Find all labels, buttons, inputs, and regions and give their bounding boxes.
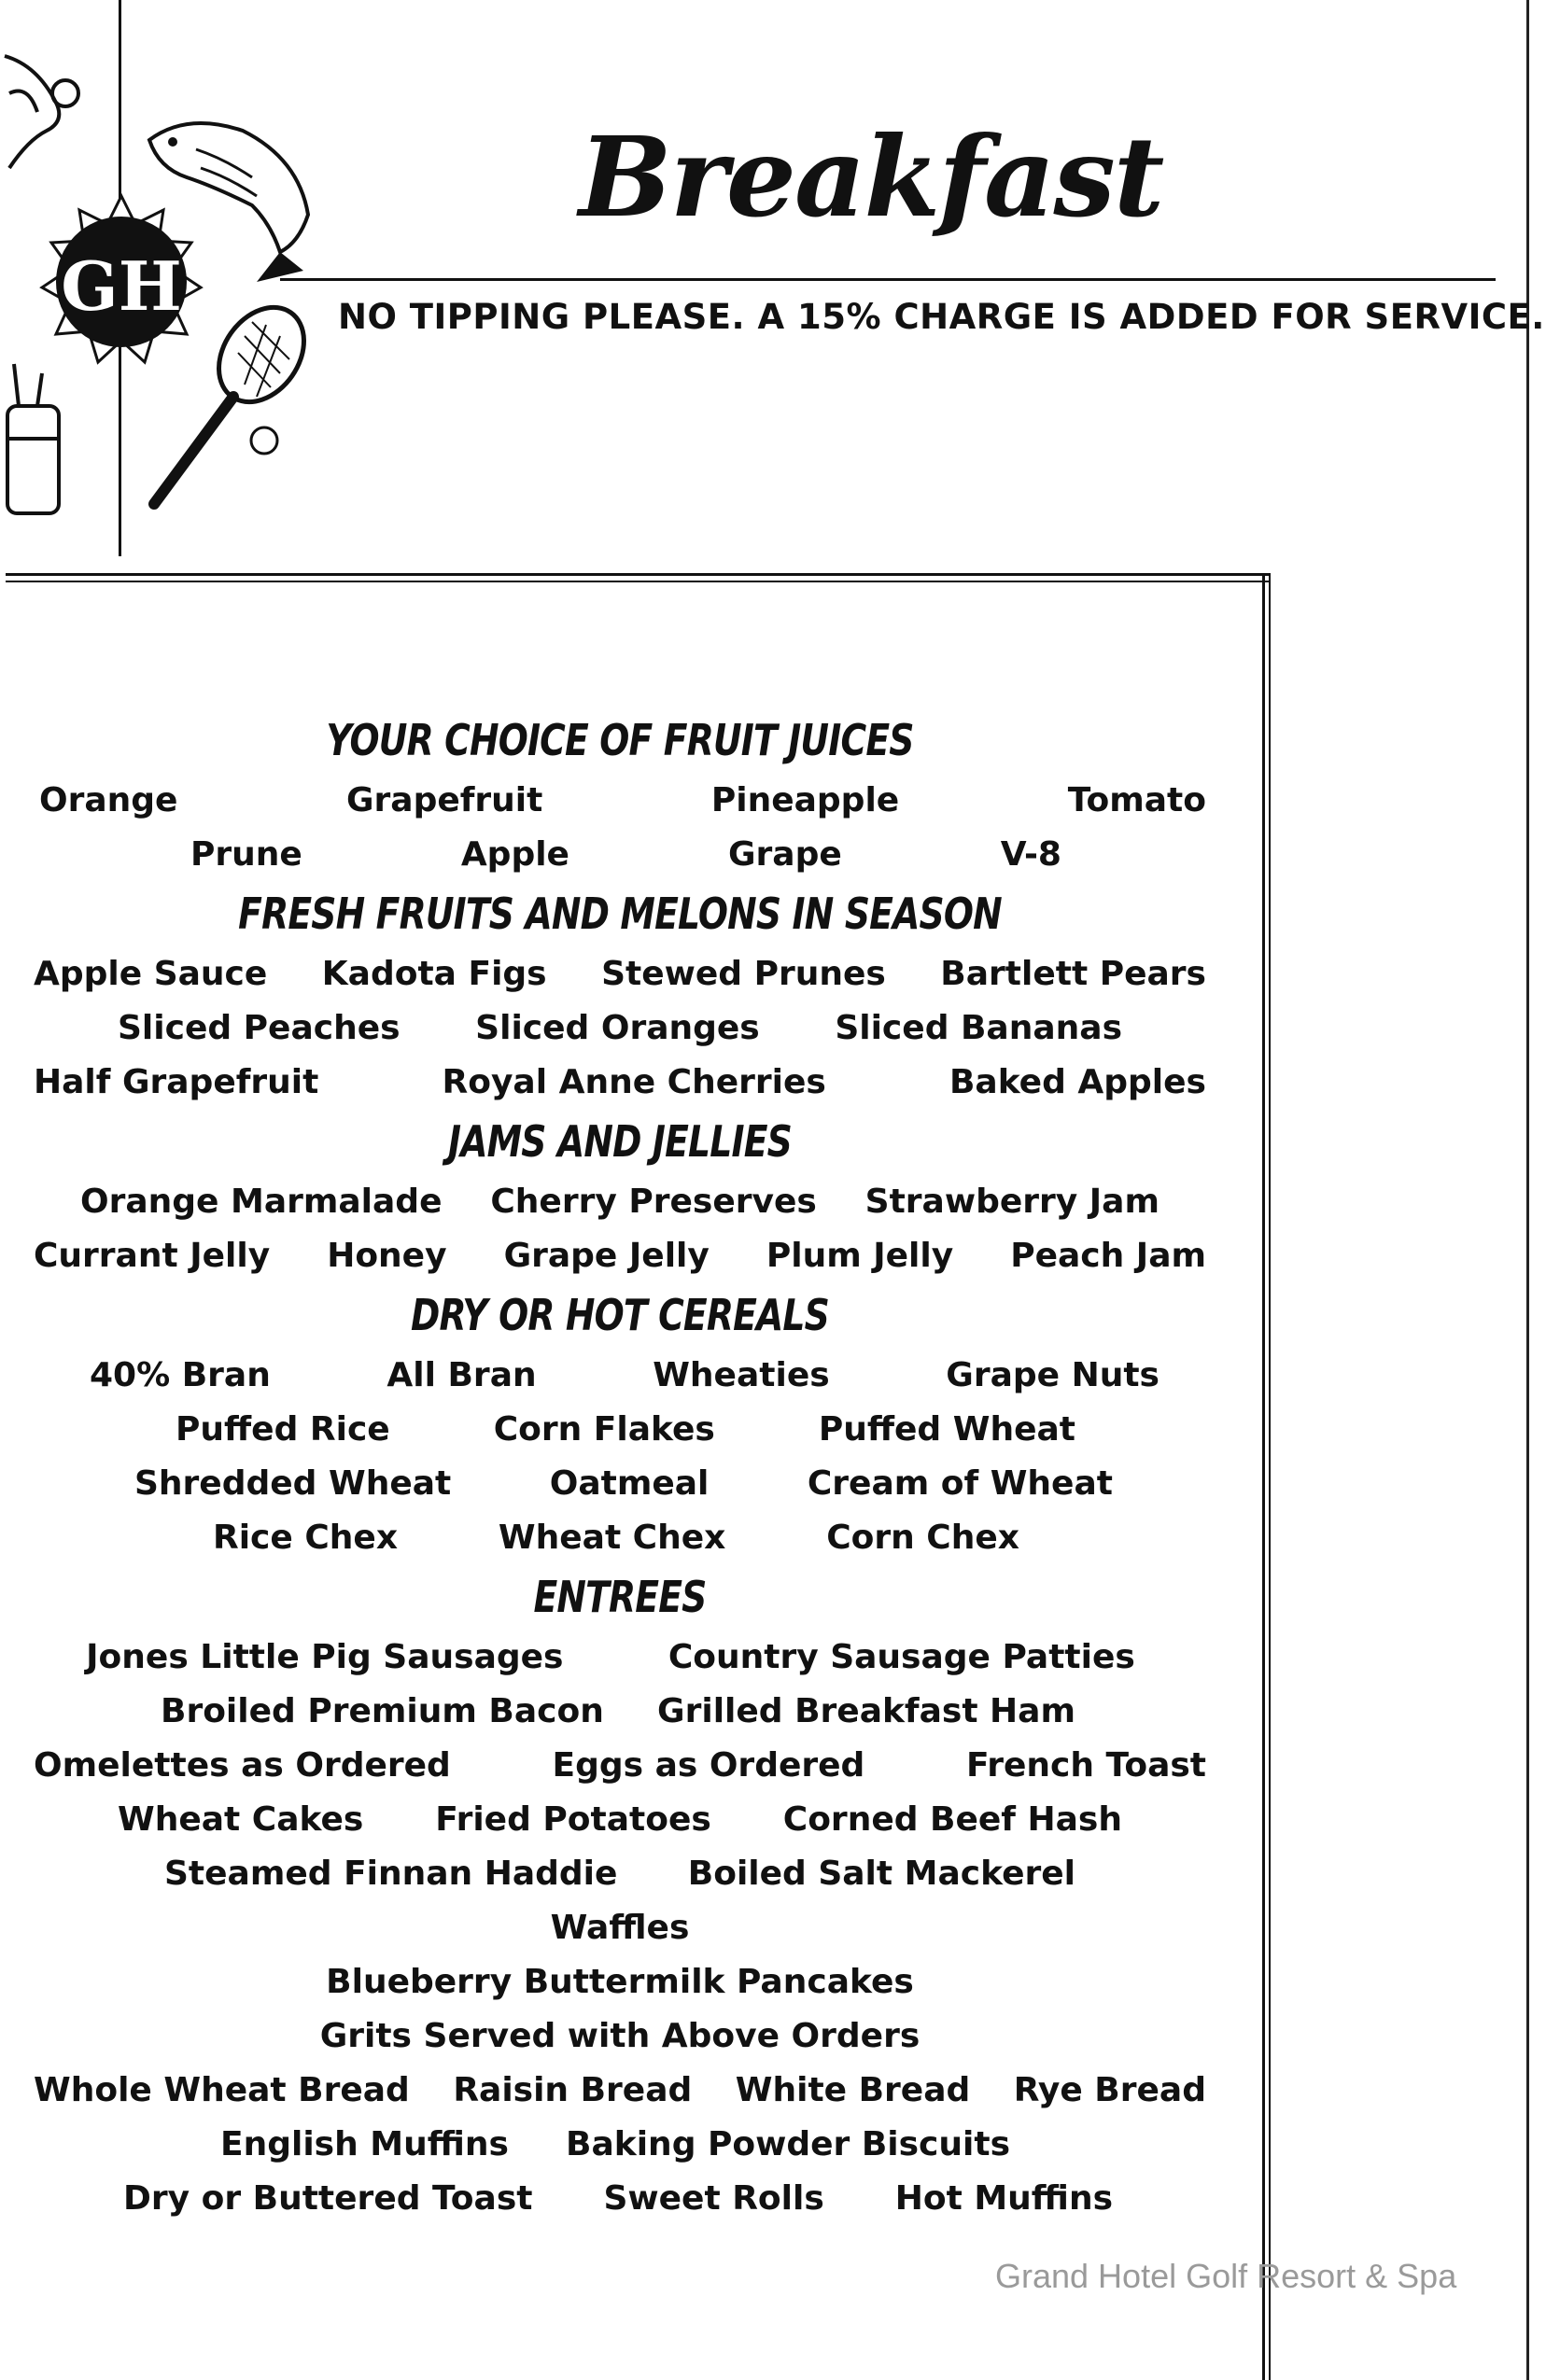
menu-item: Stewed Prunes — [601, 954, 886, 993]
menu-row — [34, 2009, 1206, 2063]
menu-item: Omelettes as Ordered — [34, 1745, 451, 1785]
menu-row — [34, 1510, 1206, 1564]
menu-item: Whole Wheat Bread — [34, 2070, 410, 2109]
menu-item: Waffles — [550, 1908, 690, 1947]
menu-item: Sliced Bananas — [835, 1008, 1122, 1047]
menu-item: Rice Chex — [213, 1518, 399, 1557]
menu-item: Blueberry Buttermilk Pancakes — [326, 1962, 914, 2001]
menu-row — [34, 1456, 1206, 1510]
menu-item: Peach Jam — [1010, 1236, 1206, 1275]
menu-item: Eggs as Ordered — [552, 1745, 865, 1785]
menu-item: Corned Beef Hash — [782, 1799, 1122, 1839]
menu-item: Broiled Premium Bacon — [161, 1691, 604, 1730]
menu-item: Strawberry Jam — [864, 1182, 1160, 1221]
menu-item: Dry or Buttered Toast — [123, 2178, 533, 2218]
menu-item: Sliced Peaches — [118, 1008, 401, 1047]
menu-item: Shredded Wheat — [134, 1463, 452, 1503]
menu-item: Baking Powder Biscuits — [566, 2124, 1010, 2163]
menu-item: Apple — [460, 834, 569, 874]
menu-item: Sliced Oranges — [475, 1008, 760, 1047]
menu-item: Fried Potatoes — [435, 1799, 711, 1839]
menu-item: Wheat Chex — [498, 1518, 726, 1557]
menu-item: Tomato — [1067, 780, 1206, 819]
menu-row — [34, 1792, 1206, 1846]
menu-row — [34, 1055, 1206, 1109]
menu-item: Cream of Wheat — [807, 1463, 1113, 1503]
menu-item: Rye Bread — [1013, 2070, 1206, 2109]
menu-item: Pineapple — [710, 780, 900, 819]
menu-item: Prune — [190, 834, 302, 874]
golfer-figure-icon — [5, 56, 59, 168]
header-horizontal-rule — [280, 278, 1496, 281]
menu-item: English Muffins — [220, 2124, 509, 2163]
menu-item: Grape Nuts — [946, 1355, 1160, 1394]
section-title-fruit-juices: YOUR CHOICE OF FRUIT JUICES — [326, 715, 914, 765]
menu-row — [34, 1348, 1206, 1402]
svg-text:GH: GH — [61, 246, 182, 326]
menu-item: Raisin Bread — [453, 2070, 693, 2109]
menu-item: Puffed Wheat — [818, 1409, 1075, 1449]
menu-item: Bartlett Pears — [940, 954, 1206, 993]
menu-box-right-rule-inner — [1269, 573, 1271, 2380]
menu-row — [34, 773, 1206, 827]
watermark-text: Grand Hotel Golf Resort & Spa — [995, 2257, 1457, 2295]
menu-item: Steamed Finnan Haddie — [164, 1854, 618, 1893]
menu-item: White Bread — [735, 2070, 971, 2109]
menu-item: Hot Muffins — [894, 2178, 1113, 2218]
section-title-fresh-fruits: FRESH FRUITS AND MELONS IN SEASON — [238, 889, 1002, 939]
menu-item: Cherry Preserves — [490, 1182, 817, 1221]
golf-bag-icon — [7, 364, 59, 513]
menu-row — [34, 2171, 1206, 2225]
menu-item: Half Grapefruit — [34, 1062, 319, 1101]
menu-item: Plum Jelly — [766, 1236, 954, 1275]
menu-item: Grape — [727, 834, 842, 874]
page-edge-line — [1526, 0, 1529, 2380]
section-title-cereals: DRY OR HOT CEREALS — [411, 1290, 829, 1340]
menu-item: Kadota Figs — [321, 954, 547, 993]
menu-item: Grilled Breakfast Ham — [657, 1691, 1075, 1730]
menu-row — [34, 1846, 1206, 1900]
menu-item: Oatmeal — [549, 1463, 710, 1503]
menu-item: Corn Chex — [826, 1518, 1019, 1557]
menu-item: Sweet Rolls — [603, 2178, 824, 2218]
menu-item: Corn Flakes — [493, 1409, 715, 1449]
section-title-jams-jellies: JAMS AND JELLIES — [447, 1116, 792, 1167]
menu-item: Country Sausage Patties — [668, 1637, 1135, 1676]
menu-row — [34, 1684, 1206, 1738]
menu-item: Orange Marmalade — [80, 1182, 443, 1221]
menu-row — [34, 1174, 1206, 1228]
menu-item: Grape Jelly — [503, 1236, 710, 1275]
menu-body — [34, 707, 1206, 2225]
hotel-logo-illustration — [0, 37, 336, 523]
page-title: Breakfast — [579, 112, 1163, 242]
service-charge-notice: NO TIPPING PLEASE. A 15% CHARGE IS ADDED FOR SERVICE. — [338, 297, 1545, 337]
menu-item: French Toast — [965, 1745, 1206, 1785]
menu-item: Wheat Cakes — [118, 1799, 364, 1839]
menu-item: Orange — [39, 780, 178, 819]
menu-item: Wheaties — [653, 1355, 830, 1394]
menu-row — [34, 827, 1206, 881]
sun-burst-icon — [42, 196, 201, 362]
menu-box-top-rule — [6, 573, 1270, 576]
menu-item: Royal Anne Cherries — [442, 1062, 826, 1101]
menu-item: Boiled Salt Mackerel — [687, 1854, 1075, 1893]
menu-box-top-rule-inner — [6, 581, 1270, 582]
menu-row — [34, 1402, 1206, 1456]
menu-row — [34, 1001, 1206, 1055]
menu-item: Grapefruit — [345, 780, 543, 819]
menu-item: V-8 — [1000, 834, 1061, 874]
menu-item: Grits Served with Above Orders — [319, 2016, 921, 2055]
menu-row — [34, 1738, 1206, 1792]
menu-box-right-rule — [1262, 573, 1265, 2380]
menu-row — [34, 1630, 1206, 1684]
menu-item: Apple Sauce — [34, 954, 268, 993]
menu-item: Puffed Rice — [176, 1409, 390, 1449]
menu-item: Jones Little Pig Sausages — [86, 1637, 564, 1676]
menu-item: All Bran — [386, 1355, 537, 1394]
menu-item: Currant Jelly — [34, 1236, 271, 1275]
menu-row — [34, 2117, 1206, 2171]
menu-row — [34, 1954, 1206, 2009]
menu-row — [34, 2063, 1206, 2117]
menu-row — [34, 1228, 1206, 1282]
menu-row — [34, 946, 1206, 1001]
menu-item: Honey — [327, 1236, 447, 1275]
menu-item: 40% Bran — [90, 1355, 271, 1394]
menu-row — [34, 1900, 1206, 1954]
menu-item: Baked Apples — [949, 1062, 1206, 1101]
section-title-entrees: ENTREES — [533, 1572, 707, 1622]
